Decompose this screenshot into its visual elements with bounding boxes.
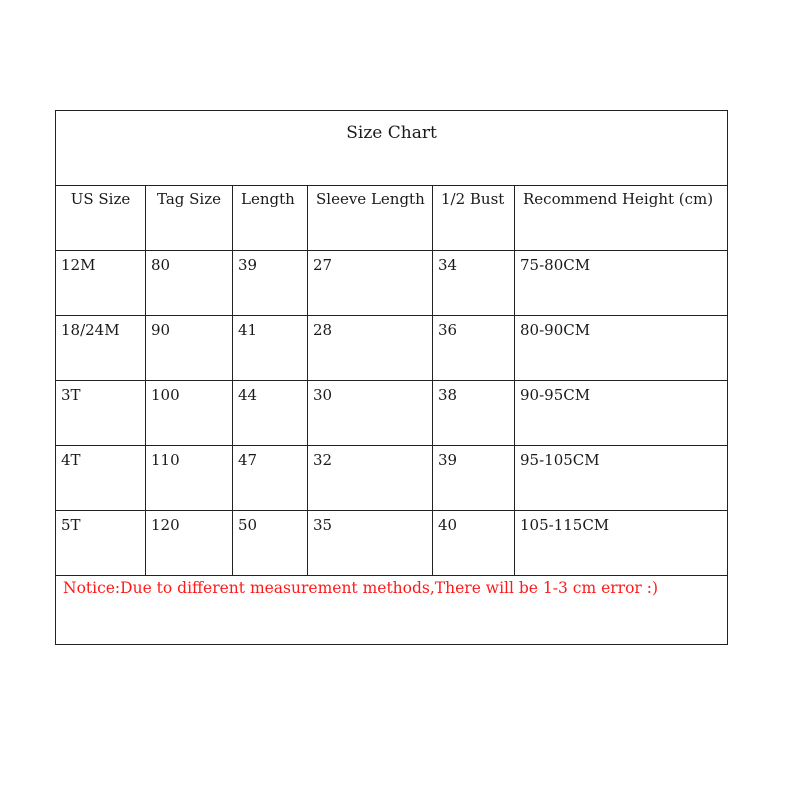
cell-tag-size (146, 381, 233, 446)
header-sleeve-length (308, 186, 433, 251)
cell-text: 30 (313, 386, 333, 404)
cell-recommend-height (515, 446, 728, 511)
cell-length (233, 251, 308, 316)
notice-text: Notice:Due to different measurement methods,There will be 1-3 cm error :) (63, 579, 659, 597)
cell-sleeve-length (308, 446, 433, 511)
cell-us-size (56, 511, 146, 576)
cell-text: 12M (61, 256, 96, 274)
cell-text: 100 (151, 386, 180, 404)
cell-text: 50 (238, 516, 258, 534)
cell-text: 90-95CM (520, 386, 591, 404)
cell-length (233, 511, 308, 576)
cell-half-bust (433, 316, 515, 381)
cell-text: 36 (438, 321, 458, 339)
cell-us-size (56, 446, 146, 511)
cell-text: 32 (313, 451, 333, 469)
table-row (56, 381, 728, 446)
table-title: Size Chart (346, 123, 437, 143)
notice-row (56, 576, 728, 645)
cell-tag-size (146, 316, 233, 381)
cell-recommend-height (515, 381, 728, 446)
cell-text: 3T (61, 386, 81, 404)
cell-text: 28 (313, 321, 333, 339)
title-cell (56, 111, 728, 186)
cell-text: 40 (438, 516, 458, 534)
cell-half-bust (433, 511, 515, 576)
cell-length (233, 446, 308, 511)
header-tag-size (146, 186, 233, 251)
cell-text: 39 (438, 451, 458, 469)
cell-half-bust (433, 251, 515, 316)
cell-text: 4T (61, 451, 81, 469)
cell-sleeve-length (308, 381, 433, 446)
size-chart-table (55, 110, 728, 645)
cell-text: 35 (313, 516, 333, 534)
cell-sleeve-length (308, 511, 433, 576)
cell-recommend-height (515, 251, 728, 316)
cell-length (233, 316, 308, 381)
header-label: Sleeve Length (316, 190, 425, 208)
table-row (56, 446, 728, 511)
cell-half-bust (433, 446, 515, 511)
header-label: Recommend Height (cm) (523, 190, 714, 208)
table-row (56, 511, 728, 576)
notice-cell (56, 576, 728, 645)
cell-sleeve-length (308, 251, 433, 316)
cell-text: 47 (238, 451, 258, 469)
cell-us-size (56, 316, 146, 381)
cell-text: 39 (238, 256, 258, 274)
cell-us-size (56, 381, 146, 446)
header-label: Tag Size (156, 190, 221, 208)
cell-text: 34 (438, 256, 458, 274)
header-label: Length (241, 190, 295, 208)
cell-tag-size (146, 251, 233, 316)
header-label: US Size (70, 190, 131, 208)
cell-text: 110 (151, 451, 180, 469)
header-us-size (56, 186, 146, 251)
cell-text: 41 (238, 321, 258, 339)
cell-us-size (56, 251, 146, 316)
cell-text: 120 (151, 516, 180, 534)
cell-length (233, 381, 308, 446)
cell-tag-size (146, 511, 233, 576)
cell-text: 95-105CM (520, 451, 600, 469)
cell-text: 27 (313, 256, 333, 274)
cell-sleeve-length (308, 316, 433, 381)
cell-text: 80 (151, 256, 171, 274)
header-label: 1/2 Bust (441, 190, 505, 208)
cell-text: 90 (151, 321, 171, 339)
cell-tag-size (146, 446, 233, 511)
header-length (233, 186, 308, 251)
cell-half-bust (433, 381, 515, 446)
cell-text: 105-115CM (520, 516, 610, 534)
title-row (56, 111, 728, 186)
cell-text: 44 (238, 386, 258, 404)
table-row (56, 316, 728, 381)
header-row (56, 186, 728, 251)
cell-recommend-height (515, 316, 728, 381)
cell-text: 80-90CM (520, 321, 591, 339)
cell-text: 38 (438, 386, 458, 404)
cell-text: 5T (61, 516, 81, 534)
cell-text: 75-80CM (520, 256, 591, 274)
header-recommend-height (515, 186, 728, 251)
cell-text: 18/24M (61, 321, 120, 339)
table-row (56, 251, 728, 316)
cell-recommend-height (515, 511, 728, 576)
header-half-bust (433, 186, 515, 251)
